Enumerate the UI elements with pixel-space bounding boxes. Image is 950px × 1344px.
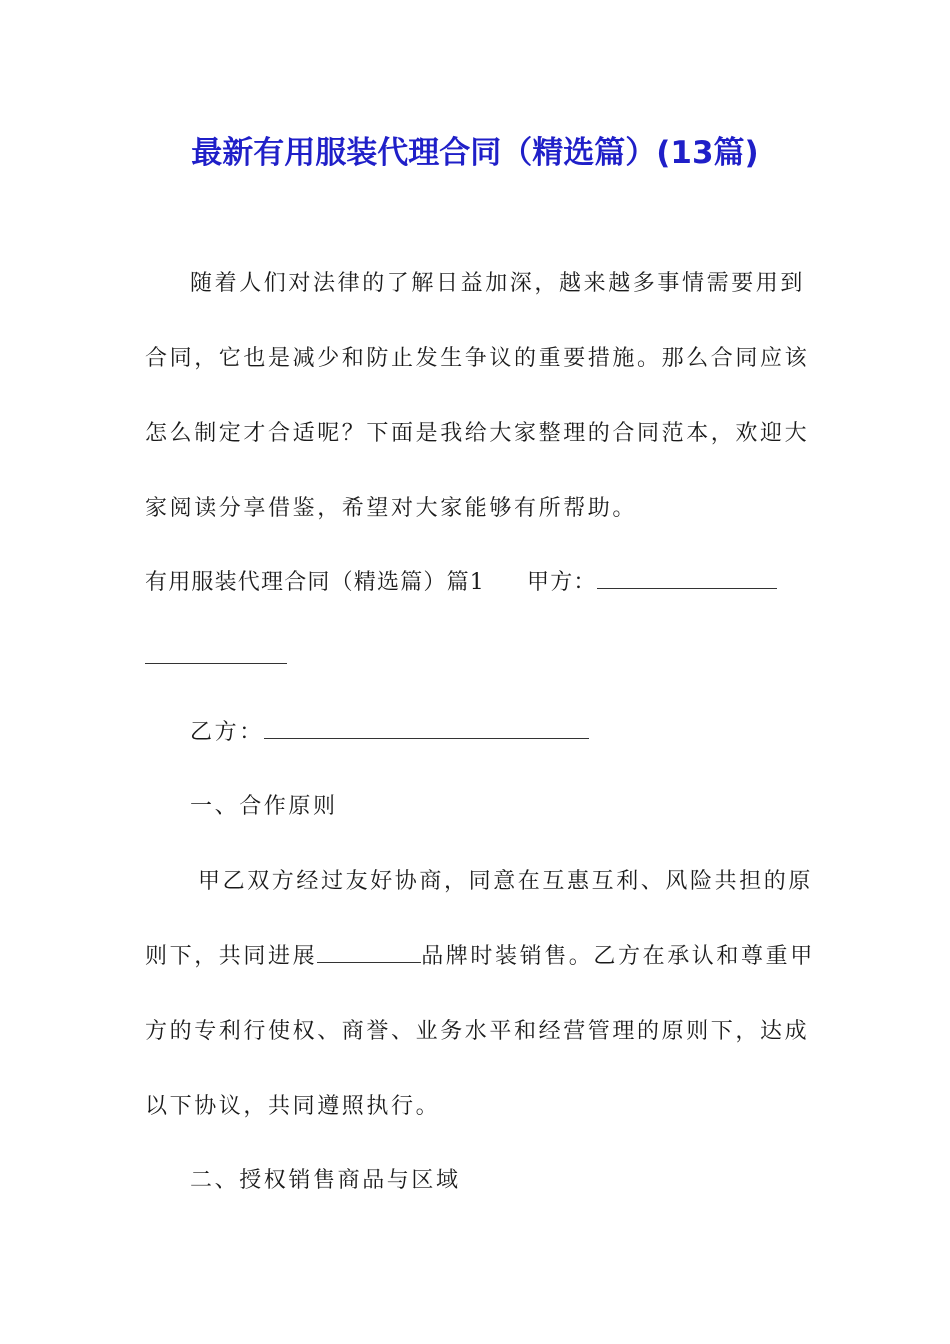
- intro-line-4: 家阅读分享借鉴，希望对大家能够有所帮助。: [145, 496, 638, 521]
- party-a-blank-continued-row: [145, 638, 810, 678]
- clause-2-heading: 二、授权销售商品与区域: [190, 1168, 461, 1193]
- clause-1-line-4: 以下协议，共同遵照执行。: [145, 1094, 441, 1119]
- party-b-row: [190, 713, 855, 753]
- section-heading: 有用服装代理合同（精选篇）篇1: [145, 570, 485, 595]
- page-title: 最新有用服装代理合同（精选篇）(13篇): [191, 135, 759, 171]
- clause-1-line-1: 甲乙双方经过友好协商，同意在互惠互利、风险共担的原: [198, 869, 814, 894]
- section-heading-row: [145, 563, 810, 603]
- brand-blank: [317, 938, 421, 963]
- party-b-blank: [264, 714, 589, 739]
- party-b-label: 乙方：: [190, 720, 264, 745]
- party-a-blank: [597, 564, 777, 589]
- party-a-label: 甲方：: [527, 570, 597, 595]
- intro-line-3: 怎么制定才合适呢？下面是我给大家整理的合同范本，欢迎大: [145, 421, 810, 446]
- intro-line-2: 合同，它也是减少和防止发生争议的重要措施。那么合同应该: [145, 346, 810, 371]
- intro-line-1: 随着人们对法律的了解日益加深，越来越多事情需要用到: [190, 271, 806, 296]
- clause-1-line-2-row: [145, 937, 815, 977]
- clause-1-line-3: 方的专利行使权、商誉、业务水平和经营管理的原则下，达成: [145, 1019, 810, 1044]
- clause-1-line-2a: 则下，共同进展: [145, 944, 318, 969]
- clause-1-line-2b: 品牌时装销售。乙方在承认和尊重甲: [421, 944, 815, 969]
- party-a-blank-continued: [145, 639, 287, 664]
- clause-1-heading: 一、合作原则: [190, 794, 338, 819]
